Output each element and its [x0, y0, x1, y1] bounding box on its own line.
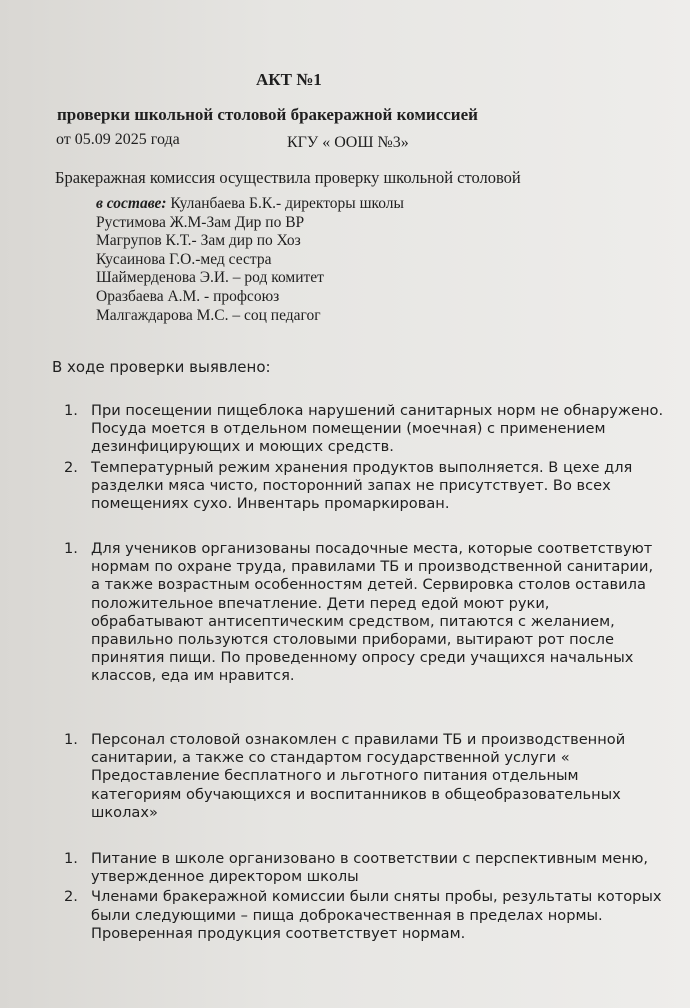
findings-list-4 — [64, 850, 664, 943]
list-item: 1. Для учеников организованы посадочные места, которые соответствуют нормам по охране труда, правилами ТБ и производственной санитарии, а также возрастным особенностям детей. Сервировка столов оставила положительное впечатление. Дети перед едой моют руки, обрабатывают антисептическим средством, питаются с желанием, правильно пользуются столовыми приборами, вытирают рот после принятия пищи. По проведенному опросу среди учащихся начальных классов, еда им нравится. — [64, 540, 654, 685]
findings-list-3 — [64, 731, 664, 822]
list-item: 1. Персонал столовой ознакомлен с правилами ТБ и производственной санитарии, а также со стандартом государственной услуги « Предоставление бесплатного и льготного питания отдельным категориям обучающихся и воспитанников в общеобразовательных школах» — [64, 731, 626, 821]
member-line: Кусаинова Г.О.-мед сестра — [96, 250, 272, 268]
document-date: от 05.09 2025 года — [56, 131, 180, 148]
list-item: 2. Членами бракеражной комиссии были сняты пробы, результаты которых были следующими – пища доброкачественная в пределах нормы. Проверенная продукция соответствует нормам. — [64, 888, 662, 942]
findings-list-1 — [64, 402, 664, 513]
document-subtitle: проверки школьной столовой бракеражной комиссией — [57, 105, 478, 124]
member-line: Шаймерденова Э.И. – род комитет — [96, 269, 324, 287]
intro-text: Бракеражная комиссия осуществила проверку школьной столовой — [55, 168, 521, 187]
member-line: Магрупов К.Т.- Зам дир по Хоз — [96, 232, 301, 250]
list-item: 1. При посещении пищеблока нарушений санитарных норм не обнаружено. Посуда моется в отдельном помещении (моечная) с применением дезинфицирующих и моющих средств. — [64, 402, 664, 456]
commission-members — [96, 195, 404, 325]
school-name: КГУ « ООШ №3» — [287, 134, 409, 151]
member-line: в составе: Куланбаева Б.К.- директоры школы — [96, 195, 404, 212]
list-item: 1. Питание в школе организовано в соответствии с перспективным меню, утвержденное директором школы — [64, 850, 648, 886]
findings-heading: В ходе проверки выявлено: — [52, 358, 271, 376]
member-line: Рустимова Ж.М-Зам Дир по ВР — [96, 213, 305, 231]
document-title: АКТ №1 — [256, 70, 322, 89]
composition-label: в составе: — [96, 195, 167, 212]
member-line: Оразбаева А.М. - профсоюз — [96, 287, 280, 305]
findings-list-2 — [64, 540, 664, 686]
list-item: 2. Температурный режим хранения продуктов выполняется. В цехе для разделки мяса чисто, посторонний запах не присутствует. Во всех помещениях сухо. Инвентарь промаркирован. — [64, 458, 633, 513]
member-line: Малгаждарова М.С. – соц педагог — [96, 306, 321, 324]
